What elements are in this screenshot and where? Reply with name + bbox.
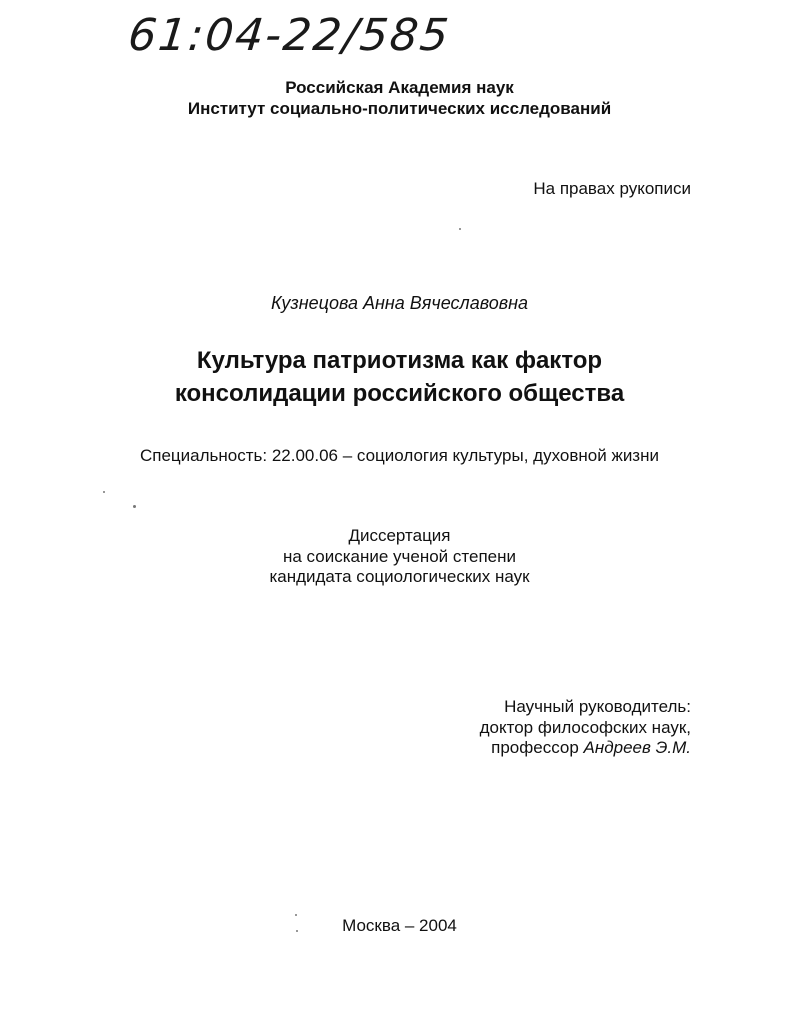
scan-speck	[133, 505, 136, 508]
scan-speck	[295, 914, 297, 916]
title-line-1: Культура патриотизма как фактор	[196, 347, 603, 374]
supervisor-label: Научный руководитель:	[504, 697, 691, 716]
dissertation-label: Диссертация	[348, 526, 451, 545]
title-line-2: консолидации российского общества	[174, 380, 625, 407]
supervisor-degree: доктор философских наук,	[479, 718, 691, 737]
supervisor-rank-name	[491, 738, 691, 758]
handwritten-stamp: 61:04-22/585	[125, 10, 453, 61]
organization-academy: Российская Академия наук	[285, 78, 514, 97]
scan-speck	[103, 491, 105, 493]
author-name: Кузнецова Анна Вячеславовна	[270, 293, 529, 313]
scan-speck	[296, 930, 298, 932]
specialty: Специальность: 22.00.06 – социология культуры, духовной жизни	[140, 446, 659, 465]
organization-institute: Институт социально-политических исследований	[187, 99, 612, 118]
supervisor-name: Андреев Э.М.	[583, 738, 691, 757]
degree-name: кандидата социологических наук	[269, 567, 530, 586]
supervisor-rank: профессор	[491, 738, 579, 757]
rights-note: На правах рукописи	[533, 179, 691, 198]
city-year: Москва – 2004	[342, 916, 457, 935]
degree-purpose: на соискание ученой степени	[282, 547, 516, 566]
scan-speck	[459, 228, 461, 230]
